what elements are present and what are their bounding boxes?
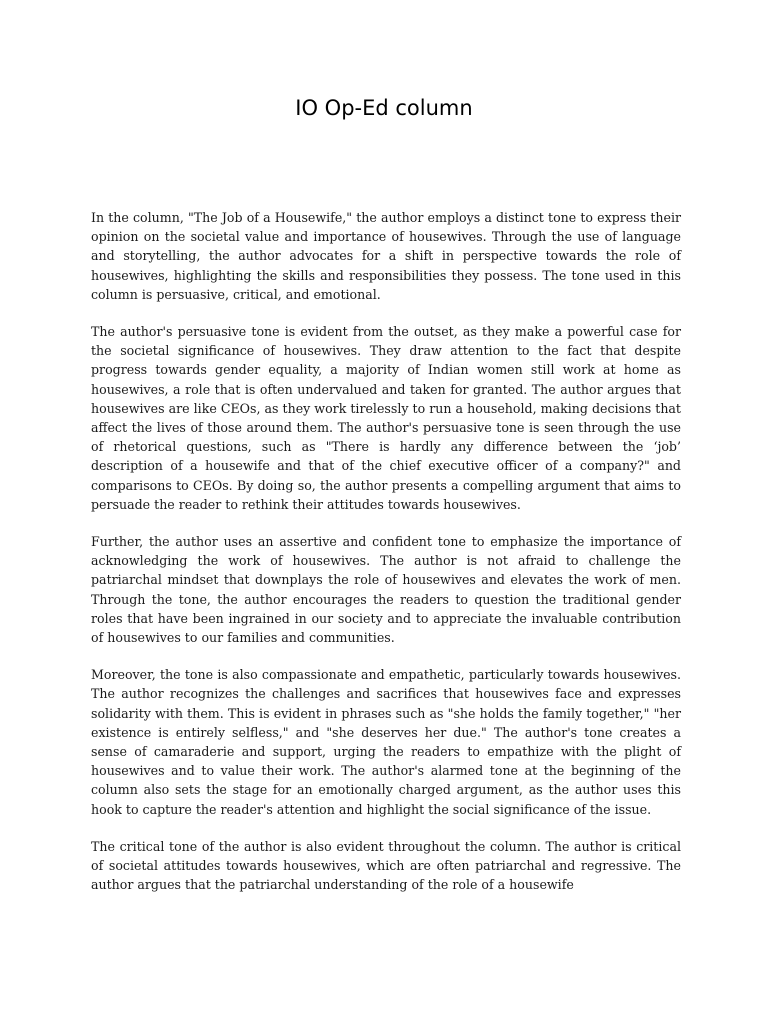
document-body (91, 208, 681, 913)
paragraph-1: In the column, "The Job of a Housewife," the author employs a distinct tone to express their opinion on the societal value and importance of housewives. Through the use of language and storytelling, the author advocates for a shift in perspective towards the role of housewives, highlighting the skills and responsibilities they possess. The tone used in this column is persuasive, critical, and emotional. (91, 210, 681, 302)
paragraph-3: Further, the author uses an assertive and confident tone to emphasize the importance of acknowledging the work of housewives. The author is not afraid to challenge the patriarchal mindset that downplays the role of housewives and elevates the work of men. Through the tone, the author encourages the readers to question the traditional gender roles that have been ingrained in our society and to appreciate the invaluable contribution of housewives to our families and communities. (91, 534, 681, 646)
paragraph-2: The author's persuasive tone is evident from the outset, as they make a powerful case for the societal significance of housewives. They draw attention to the fact that despite progress towards gender equality, a majority of Indian women still work at home as housewives, a role that is often undervalued and taken for granted. The author argues that housewives are like CEOs, as they work tirelessly to run a household, making decisions that affect the lives of those around them. The author's persuasive tone is seen through the use of rhetorical questions, such as "There is hardly any difference between the ‘job’ description of a housewife and that of the chief executive officer of a company?" and comparisons to CEOs. By doing so, the author presents a compelling argument that aims to persuade the reader to rethink their attitudes towards housewives. (91, 324, 681, 512)
document-title: IO Op-Ed column (295, 96, 473, 120)
paragraph-5: The critical tone of the author is also evident throughout the column. The author is critical of societal attitudes towards housewives, which are often patriarchal and regressive. The author argues that the patriarchal understanding of the role of a housewife (91, 838, 681, 893)
paragraph-4: Moreover, the tone is also compassionate and empathetic, particularly towards housewives. The author recognizes the challenges and sacrifices that housewives face and expresses solidarity with them. This is evident in phrases such as "she holds the family together," "her existence is entirely selfless," and "she deserves her due." The author's tone creates a sense of camaraderie and support, urging the readers to empathize with the plight of housewives and to value their work. The author's alarmed tone at the beginning of the column also sets the stage for an emotionally charged argument, as the author uses this hook to capture the reader's attention and highlight the social significance of the issue. (91, 667, 681, 817)
